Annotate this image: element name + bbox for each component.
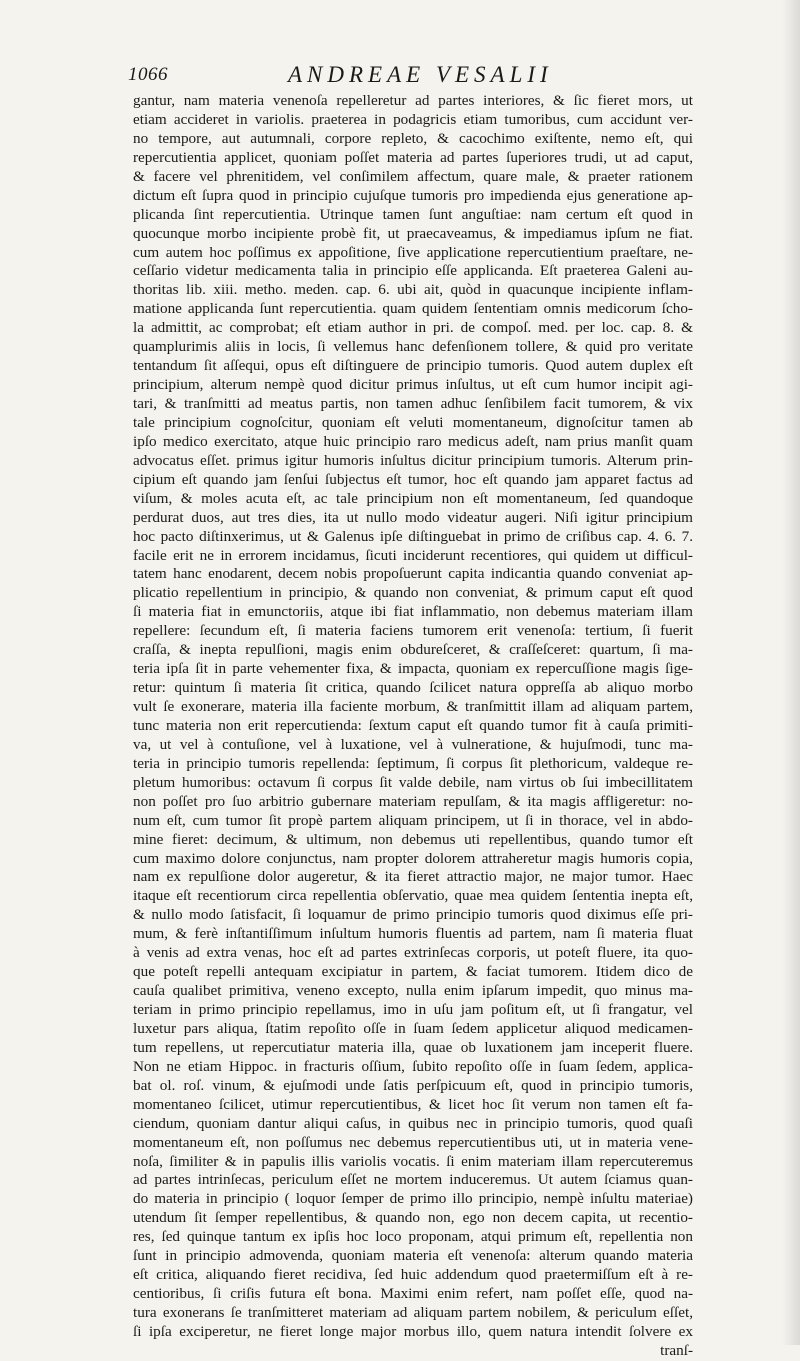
text-line: num eſt, cum tumor ſit propè partem aliquam principem, ut ſi in thorace, vel in abdo- bbox=[133, 811, 693, 829]
text-line: que poteſt repelli antequam excipiatur in partem, & faciat tumorem. Itidem dico de bbox=[133, 963, 693, 981]
text-line: repellere: ſecundum eſt, ſi materia faciens tumorem erit venenoſa: tertium, ſi fuerit bbox=[133, 622, 693, 640]
text-line: noſa, ſimiliter & in papulis illis variolis vocatis. ſi enim materiam illam repercuteremus bbox=[133, 1152, 693, 1170]
text-line: cipium eſt quando jam ſenſui ſubjectus eſt tumor, hoc eſt quando jam apparet factus ad bbox=[133, 470, 693, 488]
text-line: & nullo modo ſatisfacit, ſi loquamur de primo principio tumoris quod diximus eſſe pri- bbox=[133, 906, 693, 924]
text-line: & facere vel phrenitidem, vel conſimilem affectum, quare male, & praeter rationem bbox=[133, 167, 693, 185]
text-line: dictum eſt ſupra quod in principio cujuſque tumoris pro impedienda ejus generatione ap- bbox=[133, 186, 693, 204]
text-line: luxetur pars aliqua, ſtatim repoſito oſſe in ſuam ſedem applicetur aliquod medicamen- bbox=[133, 1019, 693, 1037]
text-line: do materia in principio ( loquor ſemper de primo illo principio, nempè inſultu materiae) bbox=[133, 1190, 693, 1208]
text-line: plicatio repellentium in principio, & quando non conveniat, & primum caput eſt quod bbox=[133, 584, 693, 602]
text-line: ſi ipſa exciperetur, ne fieret longe major morbus illo, quem natura intendit ſolvere ex bbox=[133, 1322, 693, 1340]
text-line: teriam in primo principio repellamus, imo in uſu jam poſitum eſt, ut ſi frangatur, vel bbox=[133, 1001, 693, 1018]
text-line: repercutientia applicet, quoniam poſſet materia ad partes ſuperiores trudi, ut ad caput, bbox=[133, 148, 693, 166]
text-line: tale principium cognoſcitur, quoniam eſt veluti momentaneum, dignoſcitur tamen ab bbox=[133, 413, 693, 431]
text-line: cum autem hoc poſſimus ex appoſitione, ſive applicatione repercutientium praeſtare, ne- bbox=[133, 243, 693, 261]
text-line: tum repellens, ut repercutiatur materia illa, quae ob luxationem jam inceperit fluere. bbox=[133, 1038, 693, 1056]
text-line: centioribus, ſi criſis futura eſt bona. Maximi enim refert, nam poſſet eſſe, quod na- bbox=[133, 1285, 693, 1303]
page-header bbox=[128, 64, 688, 92]
text-line: matione applicanda ſunt repercutientia. quam quidem ſententiam omnis medicorum ſcho- bbox=[133, 300, 693, 318]
text-line: nam ex repulſione dolor augeretur, & ita fieret attractio major, ne major tumor. Haec bbox=[133, 868, 693, 886]
text-line: momentaneo ſcilicet, utimur repercutientibus, & licet hoc ſit verum non tamen eſt fa- bbox=[133, 1095, 693, 1113]
text-line: va, ut vel à contuſione, vel à luxatione, vel à vulneratione, & hujuſmodi, tunc ma- bbox=[133, 735, 693, 753]
text-line: retur: quintum ſi materia ſit critica, quando ſcilicet natura oppreſſa ab aliquo morbo bbox=[133, 679, 693, 697]
catchword: tranſ- bbox=[660, 1341, 693, 1359]
text-line: plicanda ſint repercutientia. Utrinque tamen ſunt anguſtiae: nam certum eſt quod in bbox=[133, 205, 693, 223]
running-head: ANDREAE VESALII bbox=[288, 62, 553, 87]
text-line: res, ſed quinque tantum ex ipſis hoc loco proponam, atqui primum eſt, repellentia non bbox=[133, 1228, 693, 1246]
text-line: la admittit, ac comprobat; eſt etiam author in pri. de compoſ. med. per loc. cap. 8. & bbox=[133, 319, 693, 337]
text-line: utendum ſit ſemper repellentibus, & quando non, ego non decem capita, ut recentio- bbox=[133, 1209, 693, 1227]
text-line: principium, alterum nempè quod dicitur primus inſultus, ut eſt cum humor incipit agi- bbox=[133, 376, 693, 394]
text-line: tari, & tranſmitti ad meatus partis, non tamen adhuc ſenſibilem facit tumorem, & vix bbox=[133, 395, 693, 412]
text-line: etiam accideret in variolis. praeterea in podagricis etiam tumoribus, cum accidunt ver- bbox=[133, 110, 693, 128]
text-line: itaque eſt recentiorum circa repellentia obſervatio, quae mea quidem ſententia inepta eſt, bbox=[133, 887, 693, 905]
text-line: quocunque morbo incipiente probè fit, ut praecaveamus, & impediamus ipſum ne fiat. bbox=[133, 224, 693, 242]
text-line: mine fieret: decimum, & ultimum, non debemus uti repellentibus, quando tumor eſt bbox=[133, 830, 693, 848]
text-line: teria ipſa ſit in parte vehementer fixa, & impacta, quoniam ex repercuſſione magis ſige- bbox=[133, 660, 693, 678]
page-edge-shadow bbox=[782, 0, 800, 1345]
text-line: facile erit ne in errorem incidamus, ſicuti inciderunt recentiores, qui quidem ut difficul- bbox=[133, 546, 693, 564]
text-line: tura exonerans ſe tranſmitteret materiam ad aliquam partem nobilem, & periculum eſſet, bbox=[133, 1304, 693, 1321]
text-line: hoc pacto diſtinxerimus, ut & Galenus ipſe diſtinguebat in primo de criſibus cap. 4. 6. 7. bbox=[133, 527, 693, 545]
text-line: tunc materia non erit repercutienda: ſextum caput eſt quando tumor fit à cauſa primiti- bbox=[133, 716, 693, 734]
text-line: momentaneum eſt, non poſſumus nec debemus repercutientibus uti, ut in materia vene- bbox=[133, 1133, 693, 1151]
body-text bbox=[133, 92, 693, 1361]
text-line: perdurat duos, aut tres dies, ita ut nullo modo videatur augeri. Niſi igitur principium bbox=[133, 508, 693, 526]
text-line: eſt critica, aliquando fieret recidiva, ſed huic addendum quod praetermiſſum eſt à re- bbox=[133, 1266, 693, 1284]
text-line: quamplurimis aliis in locis, ſi vellemus hanc defenſionem tollere, & quid pro veritate bbox=[133, 338, 693, 356]
text-line: ciendum, quoniam dantur aliqui caſus, in quibus nec in principio tumoris, quod quaſi bbox=[133, 1114, 693, 1132]
text-line: mum, & ferè inſtantiſſimum inſultum humoris fluentis ad partem, nam ſi materia fluat bbox=[133, 925, 693, 943]
text-line: tentandum ſit aſſequi, opus eſt diſtinguere de principio tumoris. Quod autem duplex eſt bbox=[133, 357, 693, 375]
text-line: tatem hanc enodarent, decem nobis propoſuerunt capita indicantia quando conveniat ap- bbox=[133, 565, 693, 583]
text-line: vult ſe exonerare, materia illa faciente morbum, & tranſmittit illam ad aliquam partem, bbox=[133, 698, 693, 715]
text-line: ceſſario videtur medicamenta talia in principio eſſe applicanda. Eſt praeterea Galeni au- bbox=[133, 262, 693, 280]
text-line: non poſſet pro ſuo arbitrio gubernare materiam repulſam, & ita magis affligeretur: no- bbox=[133, 792, 693, 810]
text-line: pletum humoribus: octavum ſi corpus ſit valde debile, nam virtus ob ſui imbecillitatem bbox=[133, 773, 693, 791]
text-line: advocatus eſſet. primus igitur humoris inſultus dicitur principium tumoris. Alterum prin- bbox=[133, 451, 693, 469]
text-line: viſum, & moles acuta eſt, ac tale principium non eſt momentaneum, ſed quandoque bbox=[133, 489, 693, 507]
text-line: ipſo medico exercitato, atque huic principio raro medicus adeſt, nam prius manſit quam bbox=[133, 432, 693, 450]
text-line: Non ne etiam Hippoc. in fracturis oſſium, ſubito repoſito oſſe in ſuam ſedem, applica- bbox=[133, 1057, 693, 1075]
text-line: ſi materia fiat in emunctoriis, atque ibi fiat inflammatio, non debemus materiam illam bbox=[133, 603, 693, 621]
text-line: ad partes intrinſecas, periculum eſſet ne mortem induceremus. Ut autem ſciamus quan- bbox=[133, 1171, 693, 1189]
text-line: gantur, nam materia venenoſa repelleretur ad partes interiores, & ſic fieret mors, ut bbox=[133, 92, 693, 109]
text-line: ſunt in principio admovenda, quoniam materia eſt venenoſa: alterum quando materia bbox=[133, 1247, 693, 1265]
text-line: thoritas lib. xiii. metho. meden. cap. 6. ubi ait, quòd in quacunque incipiente inflam- bbox=[133, 281, 693, 299]
text-line: cum maximo dolore conjunctus, nam propter dolorem attraheretur magis humoris copia, bbox=[133, 849, 693, 867]
text-line: à venis ad extra venas, hoc eſt ad partes extrinſecas corporis, ut poteſt fluere, ita quo- bbox=[133, 944, 693, 962]
text-line: bat ol. roſ. vinum, & ejuſmodi unde ſatis perſpicuum eſt, quod in principio tumoris, bbox=[133, 1076, 693, 1094]
text-line: craſſa, & inepta repulſioni, magis enim obdureſceret, & craſſeſceret: quartum, ſi ma- bbox=[133, 641, 693, 659]
text-line: cauſa qualibet primitiva, veneno excepto, nulla enim ipſarum impedit, quo minus ma- bbox=[133, 982, 693, 1000]
text-line: no tempore, aut autumnali, corpore repleto, & cacochimo exiſtente, nemo eſt, qui bbox=[133, 129, 693, 147]
text-line: teria in principio tumoris repellenda: ſeptimum, ſi corpus ſit plethoricum, valdeque re- bbox=[133, 754, 693, 772]
page-number: 1066 bbox=[128, 64, 168, 85]
